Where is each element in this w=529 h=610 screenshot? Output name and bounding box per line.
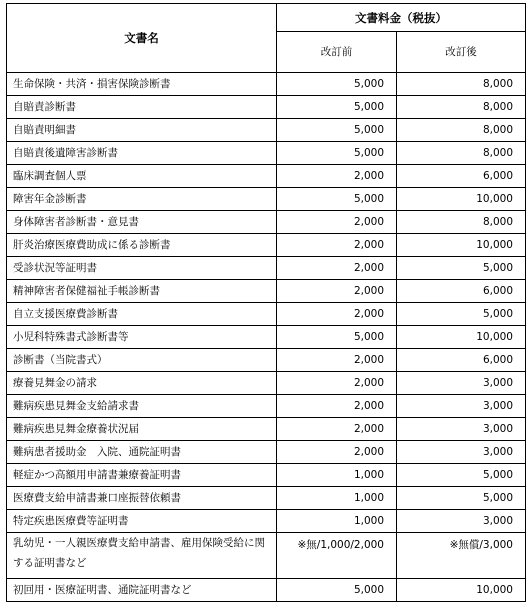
fee-before-cell: 1,000 — [277, 487, 397, 510]
fee-after-cell: 3,000 — [397, 395, 526, 418]
document-name-cell: 特定疾患医療費等証明書 — [7, 510, 277, 533]
fee-table — [6, 3, 526, 602]
fee-before-cell: ※無/1,000/2,000 — [277, 533, 397, 579]
fee-before-cell: 2,000 — [277, 280, 397, 303]
header-fee-group: 文書料金（税抜） — [277, 4, 526, 32]
fee-before-cell: 2,000 — [277, 165, 397, 188]
fee-after-cell: 10,000 — [397, 188, 526, 211]
document-name-cell: 自賠責診断書 — [7, 96, 277, 119]
table-row — [7, 579, 526, 602]
table-row — [7, 188, 526, 211]
table-row — [7, 349, 526, 372]
fee-before-cell: 2,000 — [277, 211, 397, 234]
fee-after-cell: 10,000 — [397, 579, 526, 602]
fee-before-cell: 2,000 — [277, 234, 397, 257]
fee-after-cell: 8,000 — [397, 73, 526, 96]
header-row — [7, 4, 526, 32]
table-body — [7, 73, 526, 602]
table-row — [7, 96, 526, 119]
document-name-cell: 肝炎治療医療費助成に係る診断書 — [7, 234, 277, 257]
document-name-cell: 精神障害者保健福祉手帳診断書 — [7, 280, 277, 303]
fee-after-cell: 8,000 — [397, 119, 526, 142]
fee-after-cell: 10,000 — [397, 326, 526, 349]
fee-before-cell: 5,000 — [277, 119, 397, 142]
document-name-cell: 自賠責後遺障害診断書 — [7, 142, 277, 165]
document-name-cell: 診断書（当院書式） — [7, 349, 277, 372]
fee-before-cell: 2,000 — [277, 349, 397, 372]
fee-before-cell: 5,000 — [277, 579, 397, 602]
table-row — [7, 165, 526, 188]
document-name-cell: 生命保険・共済・損害保険診断書 — [7, 73, 277, 96]
table-row — [7, 510, 526, 533]
document-name-cell: 小児科特殊書式診断書等 — [7, 326, 277, 349]
table-row — [7, 73, 526, 96]
document-name-cell: 初回用・医療証明書、通院証明書など — [7, 579, 277, 602]
document-name-cell: 自立支援医療費診断書 — [7, 303, 277, 326]
fee-after-cell: 5,000 — [397, 487, 526, 510]
table-row — [7, 142, 526, 165]
fee-before-cell: 5,000 — [277, 188, 397, 211]
header-doc-name: 文書名 — [7, 4, 277, 73]
fee-after-cell: 3,000 — [397, 372, 526, 395]
fee-after-cell: 10,000 — [397, 234, 526, 257]
table-row — [7, 234, 526, 257]
fee-before-cell: 2,000 — [277, 372, 397, 395]
fee-before-cell: 5,000 — [277, 73, 397, 96]
fee-after-cell: 8,000 — [397, 211, 526, 234]
document-name-cell: 医療費支給申請書兼口座振替依頼書 — [7, 487, 277, 510]
table-row — [7, 303, 526, 326]
table-row — [7, 211, 526, 234]
fee-before-cell: 2,000 — [277, 441, 397, 464]
fee-after-cell: 8,000 — [397, 142, 526, 165]
table-row — [7, 257, 526, 280]
fee-before-cell: 5,000 — [277, 142, 397, 165]
document-name-cell: 難病疾患見舞金支給請求書 — [7, 395, 277, 418]
fee-after-cell: 8,000 — [397, 96, 526, 119]
fee-after-cell: ※無償/3,000 — [397, 533, 526, 579]
table-row — [7, 326, 526, 349]
fee-after-cell: 3,000 — [397, 441, 526, 464]
table-row — [7, 280, 526, 303]
fee-after-cell: 3,000 — [397, 418, 526, 441]
table-row — [7, 487, 526, 510]
fee-after-cell: 3,000 — [397, 510, 526, 533]
document-name-cell: 乳幼児・一人親医療費支給申請書、雇用保険受給に関する証明書など — [7, 533, 277, 579]
document-name-cell: 臨床調査個人票 — [7, 165, 277, 188]
header-after: 改訂後 — [397, 32, 526, 73]
fee-after-cell: 6,000 — [397, 349, 526, 372]
table-row — [7, 441, 526, 464]
fee-before-cell: 2,000 — [277, 257, 397, 280]
table-row — [7, 119, 526, 142]
fee-before-cell: 1,000 — [277, 510, 397, 533]
table-row — [7, 418, 526, 441]
document-name-cell: 難病疾患見舞金療養状況届 — [7, 418, 277, 441]
table-row — [7, 395, 526, 418]
document-name-cell: 難病患者援助金 入院、通院証明書 — [7, 441, 277, 464]
document-name-cell: 身体障害者診断書・意見書 — [7, 211, 277, 234]
header-before: 改訂前 — [277, 32, 397, 73]
fee-before-cell: 2,000 — [277, 303, 397, 326]
document-name-cell: 自賠責明細書 — [7, 119, 277, 142]
fee-before-cell: 5,000 — [277, 96, 397, 119]
fee-after-cell: 5,000 — [397, 464, 526, 487]
fee-before-cell: 2,000 — [277, 395, 397, 418]
document-name-cell: 受診状況等証明書 — [7, 257, 277, 280]
fee-before-cell: 5,000 — [277, 326, 397, 349]
table-row — [7, 533, 526, 579]
fee-before-cell: 2,000 — [277, 418, 397, 441]
table-row — [7, 372, 526, 395]
table-row — [7, 464, 526, 487]
document-name-cell: 軽症かつ高額用申請書兼療養証明書 — [7, 464, 277, 487]
document-name-cell: 障害年金診断書 — [7, 188, 277, 211]
document-name-cell: 療養見舞金の請求 — [7, 372, 277, 395]
fee-before-cell: 1,000 — [277, 464, 397, 487]
fee-after-cell: 6,000 — [397, 280, 526, 303]
fee-after-cell: 6,000 — [397, 165, 526, 188]
fee-after-cell: 5,000 — [397, 303, 526, 326]
fee-after-cell: 5,000 — [397, 257, 526, 280]
